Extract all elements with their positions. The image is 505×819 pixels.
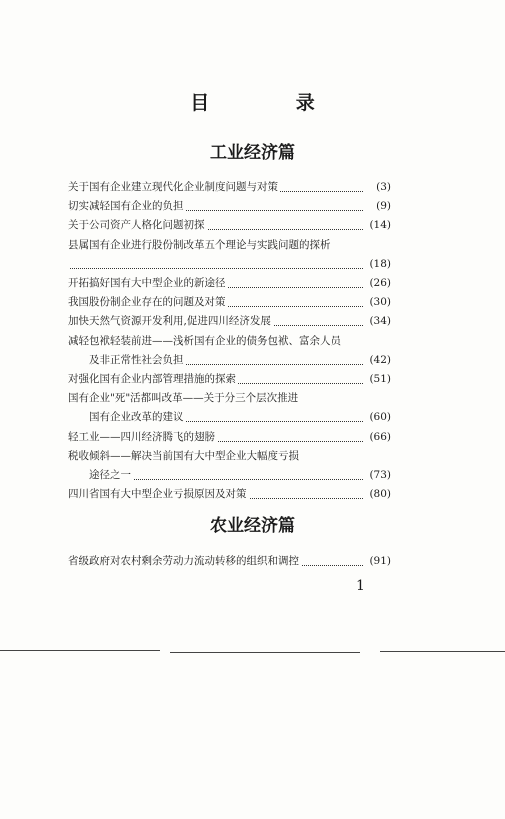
section-heading-agriculture: 农业经济篇 xyxy=(210,516,295,536)
toc-entry-page: (91) xyxy=(363,554,391,569)
page-number: 1 xyxy=(356,578,365,594)
toc-entry xyxy=(68,276,391,291)
toc-entry-title xyxy=(68,258,70,270)
toc-entry-page: (26) xyxy=(363,276,391,291)
toc-entry xyxy=(68,257,391,272)
toc-entry-title: 轻工业——四川经济腾飞的翅膀 xyxy=(68,430,215,443)
toc-entry-page: (73) xyxy=(363,468,391,483)
toc-entry-title: 四川省国有大中型企业亏损原因及对策 xyxy=(68,488,247,501)
toc-entry-page: (80) xyxy=(363,487,391,502)
toc-entry-page: (30) xyxy=(363,295,391,310)
toc-entry-page: (34) xyxy=(363,314,391,329)
toc-entry xyxy=(68,199,391,214)
toc-entry-title: 税收倾斜——解决当前国有大中型企业大幅度亏损 xyxy=(68,449,299,462)
toc-title: 目 录 xyxy=(190,92,355,114)
toc-entry-title: 国有企业"死"活都叫改革——关于分三个层次推进 xyxy=(68,392,299,405)
toc-entry-title: 国有企业改革的建议 xyxy=(68,411,184,424)
toc-entry-page: (18) xyxy=(363,257,391,272)
toc-entry xyxy=(68,238,391,253)
toc-entry-title: 关于国有企业建立现代化企业制度问题与对策 xyxy=(68,181,278,193)
toc-entry-page: (14) xyxy=(363,218,391,233)
toc-entry-page: (42) xyxy=(363,353,391,368)
toc-entry-title: 县属国有企业进行股份制改革五个理论与实践问题的探析 xyxy=(68,238,331,251)
toc-entry xyxy=(68,449,391,464)
toc-leader-dots xyxy=(68,268,363,269)
toc-entry xyxy=(68,410,391,425)
toc-entry-title: 关于公司资产人格化问题初探 xyxy=(68,219,205,232)
toc-entry xyxy=(68,487,391,502)
toc-entry-title: 切实减轻国有企业的负担 xyxy=(68,200,184,213)
toc-entry xyxy=(68,468,391,483)
toc-entry xyxy=(68,372,391,387)
toc-entry-page: (51) xyxy=(363,372,391,387)
toc-entry xyxy=(68,430,391,445)
toc-entry-page: (3) xyxy=(363,180,391,195)
toc-entry xyxy=(68,391,391,406)
toc-entry xyxy=(68,295,391,310)
toc-entry-title: 对强化国有企业内部管理措施的探索 xyxy=(68,373,236,385)
scan-edge-rule-left xyxy=(0,650,160,651)
toc-entry-title: 减轻包袱轻装前进——浅析国有企业的债务包袱、富余人员 xyxy=(68,334,341,347)
toc-entry-title: 省级政府对农村剩余劳动力流动转移的组织和调控 xyxy=(68,555,299,567)
toc-entry-title: 加快天然气资源开发利用,促进四川经济发展 xyxy=(68,315,271,328)
section-heading-industry: 工业经济篇 xyxy=(210,143,295,163)
toc-entry-page: (9) xyxy=(363,199,391,214)
toc-entry xyxy=(68,353,391,368)
toc-entry xyxy=(68,218,391,233)
toc-entry-title: 我国股份制企业存在的问题及对策 xyxy=(68,296,226,309)
toc-entry xyxy=(68,334,391,349)
toc-entry-title: 途径之一 xyxy=(68,469,131,481)
toc-entry-page: (60) xyxy=(363,410,391,425)
toc-entry-title: 及非正常性社会负担 xyxy=(68,353,184,366)
scan-edge-rule-right xyxy=(380,651,505,652)
toc-entry-page: (66) xyxy=(363,430,391,445)
toc-entry xyxy=(68,554,391,569)
toc-entry xyxy=(68,314,391,329)
toc-entry-title: 开拓搞好国有大中型企业的新途径 xyxy=(68,277,226,289)
toc-entry xyxy=(68,180,391,195)
scan-edge-rule-mid xyxy=(170,652,360,653)
